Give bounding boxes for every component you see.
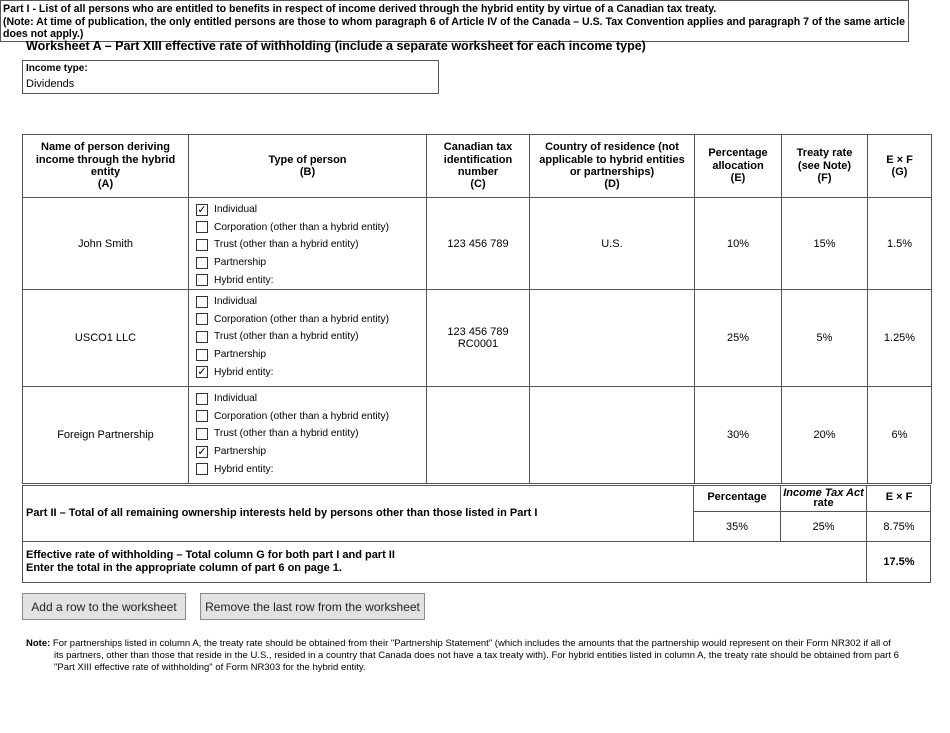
product-cell: 1.25% bbox=[868, 290, 932, 387]
divider bbox=[693, 511, 931, 512]
part2-text: Part II – Total of all remaining ownership interests held by persons other than those listed in Part I bbox=[26, 507, 538, 519]
income-type-label: Income type: bbox=[26, 63, 88, 74]
effective-rate-total: 17.5% bbox=[883, 556, 915, 568]
part1-note: (Note: At time of publication, the only entitled persons are those to whom paragraph 6 of Article IV of the Canada – U.S. Tax Convention applies and paragraph 7 of the same article does not apply.) bbox=[3, 15, 905, 40]
allocation-cell[interactable]: 30% bbox=[695, 387, 782, 484]
effective-rate-line1: Effective rate of withholding – Total column G for both part I and part II bbox=[26, 549, 395, 561]
person-type-checkbox[interactable] bbox=[196, 239, 208, 251]
footnote-text-3: "Part XIII effective rate of withholding" of Form NR303 for the hybrid entity. bbox=[54, 662, 366, 674]
footnote-label: Note: bbox=[26, 638, 51, 649]
person-type-checkbox[interactable] bbox=[196, 331, 208, 343]
treaty-rate-cell[interactable]: 15% bbox=[782, 198, 868, 290]
part2-col-rate-italic: Income Tax Act bbox=[783, 487, 864, 499]
person-type-checkbox[interactable] bbox=[196, 274, 208, 286]
person-name-cell[interactable]: USCO1 LLC bbox=[23, 290, 189, 387]
person-type-option bbox=[196, 328, 426, 346]
person-type-option bbox=[196, 219, 426, 237]
person-type-label: Corporation (other than a hybrid entity) bbox=[214, 313, 389, 325]
part2-rate-value[interactable]: 25% bbox=[812, 521, 835, 533]
header-code: (F) bbox=[817, 172, 832, 185]
effective-rate-text bbox=[26, 549, 395, 575]
header-col-type bbox=[189, 135, 427, 198]
person-type-checkbox[interactable]: ✓ bbox=[197, 445, 207, 458]
country-cell[interactable]: U.S. bbox=[530, 198, 695, 290]
product-cell: 1.5% bbox=[868, 198, 932, 290]
header-code: (E) bbox=[730, 172, 746, 185]
header-col-allocation bbox=[695, 135, 782, 198]
part1-title: Part I - List of all persons who are entitled to benefits in respect of income derived through the hybrid entity by virtue of a Canadian tax treaty. bbox=[3, 3, 717, 15]
person-type-option bbox=[196, 236, 426, 254]
header-code: (B) bbox=[299, 166, 316, 178]
tin-line: 123 456 789 bbox=[447, 326, 509, 338]
allocation-cell[interactable]: 10% bbox=[695, 198, 782, 290]
treaty-rate-cell[interactable]: 5% bbox=[782, 290, 868, 387]
person-type-checkbox[interactable] bbox=[196, 313, 208, 325]
effective-rate-line2: Enter the total in the appropriate column of part 6 on page 1. bbox=[26, 562, 342, 574]
person-type-label: Hybrid entity: bbox=[214, 274, 274, 286]
person-type-checkbox[interactable]: ✓ bbox=[197, 366, 207, 379]
person-type-cell bbox=[189, 387, 427, 484]
person-type-checkbox[interactable] bbox=[196, 393, 208, 405]
person-type-checkbox[interactable] bbox=[196, 428, 208, 440]
person-type-label: Partnership bbox=[214, 257, 267, 269]
person-type-label: Hybrid entity: bbox=[214, 366, 274, 378]
person-type-option bbox=[196, 293, 426, 311]
part2-percentage-value[interactable]: 35% bbox=[725, 521, 749, 533]
header-code: (C) bbox=[470, 178, 486, 191]
footnote-text-2: its partners, other than those that reside in the U.S., resided in a country that Canada does not have a tax treaty with). For hybrid entities listed in column A, the treaty rate should be obtained from part 6 bbox=[54, 650, 899, 662]
person-name-cell[interactable]: Foreign Partnership bbox=[23, 387, 189, 484]
person-type-option bbox=[196, 346, 426, 364]
header-code: (A) bbox=[97, 178, 114, 191]
treaty-rate-cell[interactable]: 20% bbox=[782, 387, 868, 484]
persons-table bbox=[22, 134, 932, 484]
header-label: Canadian tax identification number bbox=[443, 141, 513, 178]
tin-cell[interactable] bbox=[427, 198, 530, 290]
person-type-label: Individual bbox=[214, 296, 258, 308]
footnote bbox=[26, 638, 916, 675]
person-type-label: Hybrid entity: bbox=[214, 463, 274, 475]
tin-cell[interactable] bbox=[427, 387, 530, 484]
header-code: (G) bbox=[891, 166, 908, 178]
person-type-checkbox[interactable] bbox=[196, 296, 208, 308]
header-col-tin bbox=[427, 135, 530, 198]
person-type-option bbox=[196, 311, 426, 329]
tin-line: RC0001 bbox=[457, 338, 499, 350]
person-type-checkbox[interactable] bbox=[196, 221, 208, 233]
table-header-row bbox=[23, 135, 932, 198]
tin-cell[interactable] bbox=[427, 290, 530, 387]
header-label: Country of residence (not applicable to hybrid entities or partnerships) bbox=[539, 141, 685, 178]
header-col-treaty-rate bbox=[782, 135, 868, 198]
person-type-option bbox=[196, 201, 426, 219]
part2-col-percentage: Percentage bbox=[707, 491, 767, 503]
person-type-label: Partnership bbox=[214, 349, 267, 361]
header-code: (D) bbox=[604, 178, 620, 191]
person-type-label: Trust (other than a hybrid entity) bbox=[214, 331, 359, 343]
header-label: Type of person bbox=[268, 153, 347, 166]
country-cell[interactable] bbox=[530, 387, 695, 484]
person-type-checkbox[interactable] bbox=[196, 349, 208, 361]
person-type-option bbox=[196, 425, 426, 443]
person-type-option bbox=[196, 254, 426, 272]
header-label: Treaty rate (see Note) bbox=[796, 147, 853, 172]
table-row bbox=[23, 290, 932, 387]
person-type-option bbox=[196, 443, 426, 461]
person-type-label: Corporation (other than a hybrid entity) bbox=[214, 221, 389, 233]
add-row-button[interactable]: Add a row to the worksheet bbox=[22, 593, 186, 620]
person-type-label: Corporation (other than a hybrid entity) bbox=[214, 410, 389, 422]
part2-col-rate bbox=[781, 488, 866, 508]
part1-heading bbox=[0, 0, 909, 42]
person-type-option bbox=[196, 363, 426, 381]
person-type-option bbox=[196, 271, 426, 289]
part2-col-product: E × F bbox=[885, 491, 913, 503]
person-type-label: Partnership bbox=[214, 446, 267, 458]
person-type-checkbox[interactable] bbox=[196, 257, 208, 269]
person-type-option bbox=[196, 408, 426, 426]
person-type-option bbox=[196, 460, 426, 478]
part2-product-value: 8.75% bbox=[883, 521, 915, 533]
country-cell[interactable] bbox=[530, 290, 695, 387]
person-type-checkbox[interactable] bbox=[196, 463, 208, 475]
allocation-cell[interactable]: 25% bbox=[695, 290, 782, 387]
product-cell: 6% bbox=[868, 387, 932, 484]
part2-col-rate-rest: rate bbox=[813, 497, 834, 509]
person-type-label: Individual bbox=[214, 393, 258, 405]
remove-row-button[interactable]: Remove the last row from the worksheet bbox=[200, 593, 425, 620]
person-type-cell bbox=[189, 198, 427, 290]
person-type-option bbox=[196, 390, 426, 408]
tin-line: 123 456 789 bbox=[447, 237, 509, 250]
person-type-label: Trust (other than a hybrid entity) bbox=[214, 239, 359, 251]
person-type-label: Trust (other than a hybrid entity) bbox=[214, 428, 359, 440]
worksheet-title: Worksheet A – Part XIII effective rate of withholding (include a separate worksheet for each income type) bbox=[26, 39, 646, 53]
header-col-country bbox=[530, 135, 695, 198]
person-type-checkbox[interactable] bbox=[196, 410, 208, 422]
footnote-text-1: For partnerships listed in column A, the treaty rate should be obtained from their "Partnership Statement" (which includes the amounts that the partnership would represent on their Form NR302 if all of bbox=[52, 638, 891, 649]
person-type-cell bbox=[189, 290, 427, 387]
income-type-input[interactable]: Dividends bbox=[26, 78, 75, 90]
person-type-checkbox[interactable]: ✓ bbox=[197, 203, 207, 216]
header-label: E × F bbox=[886, 153, 913, 166]
header-label: Percentage allocation bbox=[708, 147, 768, 172]
person-type-label: Individual bbox=[214, 204, 258, 216]
header-col-name bbox=[23, 135, 189, 198]
header-label: Name of person deriving income through the hybrid entity bbox=[35, 141, 176, 178]
table-row bbox=[23, 198, 932, 290]
header-col-product bbox=[868, 135, 932, 198]
table-row bbox=[23, 387, 932, 484]
person-name-cell[interactable]: John Smith bbox=[23, 198, 189, 290]
